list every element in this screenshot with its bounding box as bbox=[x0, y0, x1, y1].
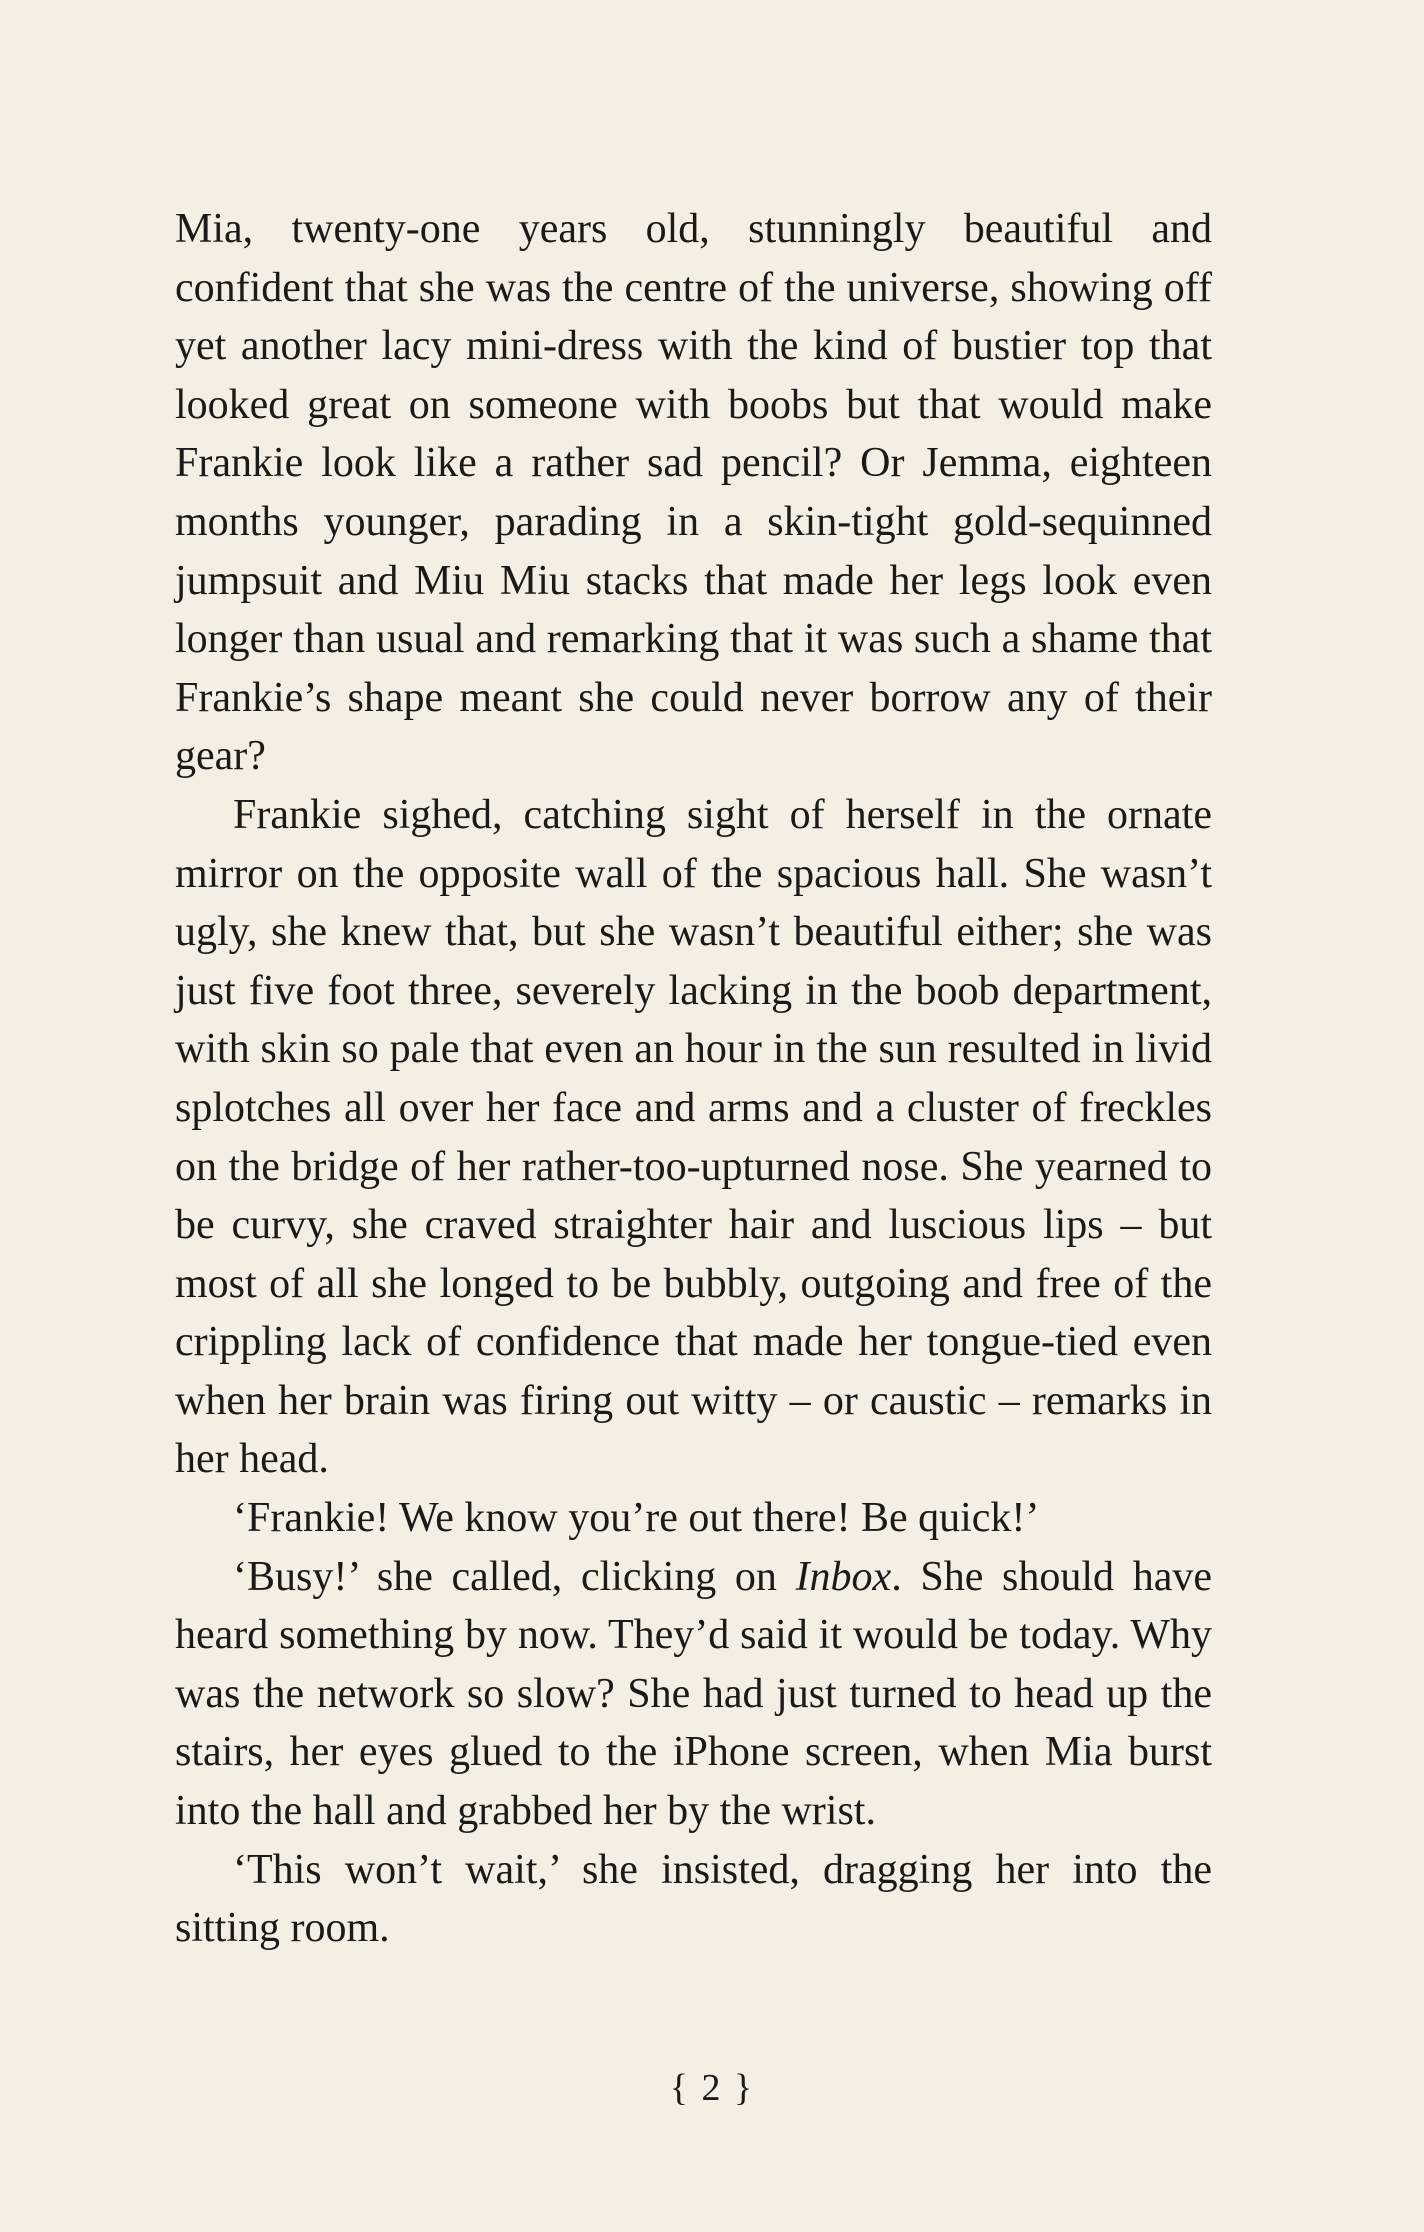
paragraph-text: ‘Frankie! We know you’re out there! Be quick!’ bbox=[233, 1495, 1040, 1542]
paragraph bbox=[175, 200, 1212, 786]
paragraph-text: ‘Busy!’ she called, clicking on bbox=[233, 1553, 796, 1600]
paragraph bbox=[175, 1489, 1212, 1548]
paragraph bbox=[175, 1548, 1212, 1841]
body-text bbox=[175, 200, 1212, 1958]
page-number: { 2 } bbox=[669, 2067, 755, 2109]
paragraph bbox=[175, 1841, 1212, 1958]
italic-text: Inbox bbox=[795, 1553, 892, 1600]
paragraph-text: Frankie sighed, catching sight of herself in the ornate mirror on the opposite wall of the spacious hall. She wasn’t ugly, she knew that, but she wasn’t beautiful either; she was just five foot three, severely lacking in the boob department, with skin so pale that even an hour in the sun resulted in livid splotches all over her face and arms and a cluster of freckles on the bridge of her rather-too-upturned nose. She yearned to be curvy, she craved straighter hair and luscious lips – but most of all she longed to be bubbly, outgoing and free of the crippling lack of confidence that made her tongue-tied even when her brain was firing out witty – or caustic – remarks in her head. bbox=[175, 791, 1212, 1483]
paragraph bbox=[175, 786, 1212, 1489]
paragraph-text: Mia, twenty-one years old, stunningly beautiful and confident that she was the centre of the universe, showing off yet another lacy mini-dress with the kind of bustier top that looked great on someone with boobs but that would make Frankie look like a rather sad pencil? Or Jemma, eighteen months younger, parading in a skin-tight gold-sequinned jumpsuit and Miu Miu stacks that made her legs look even longer than usual and remarking that it was such a shame that Frankie’s shape meant she could never borrow any of their gear? bbox=[175, 206, 1212, 780]
paragraph-text: ‘This won’t wait,’ she insisted, dragging her into the sitting room. bbox=[175, 1846, 1212, 1952]
paragraph-text: . She should have heard something by now. They’d said it would be today. Why was the network so slow? She had just turned to head up the stairs, her eyes glued to the iPhone screen, when Mia burst into the hall and grabbed her by the wrist. bbox=[175, 1553, 1212, 1835]
